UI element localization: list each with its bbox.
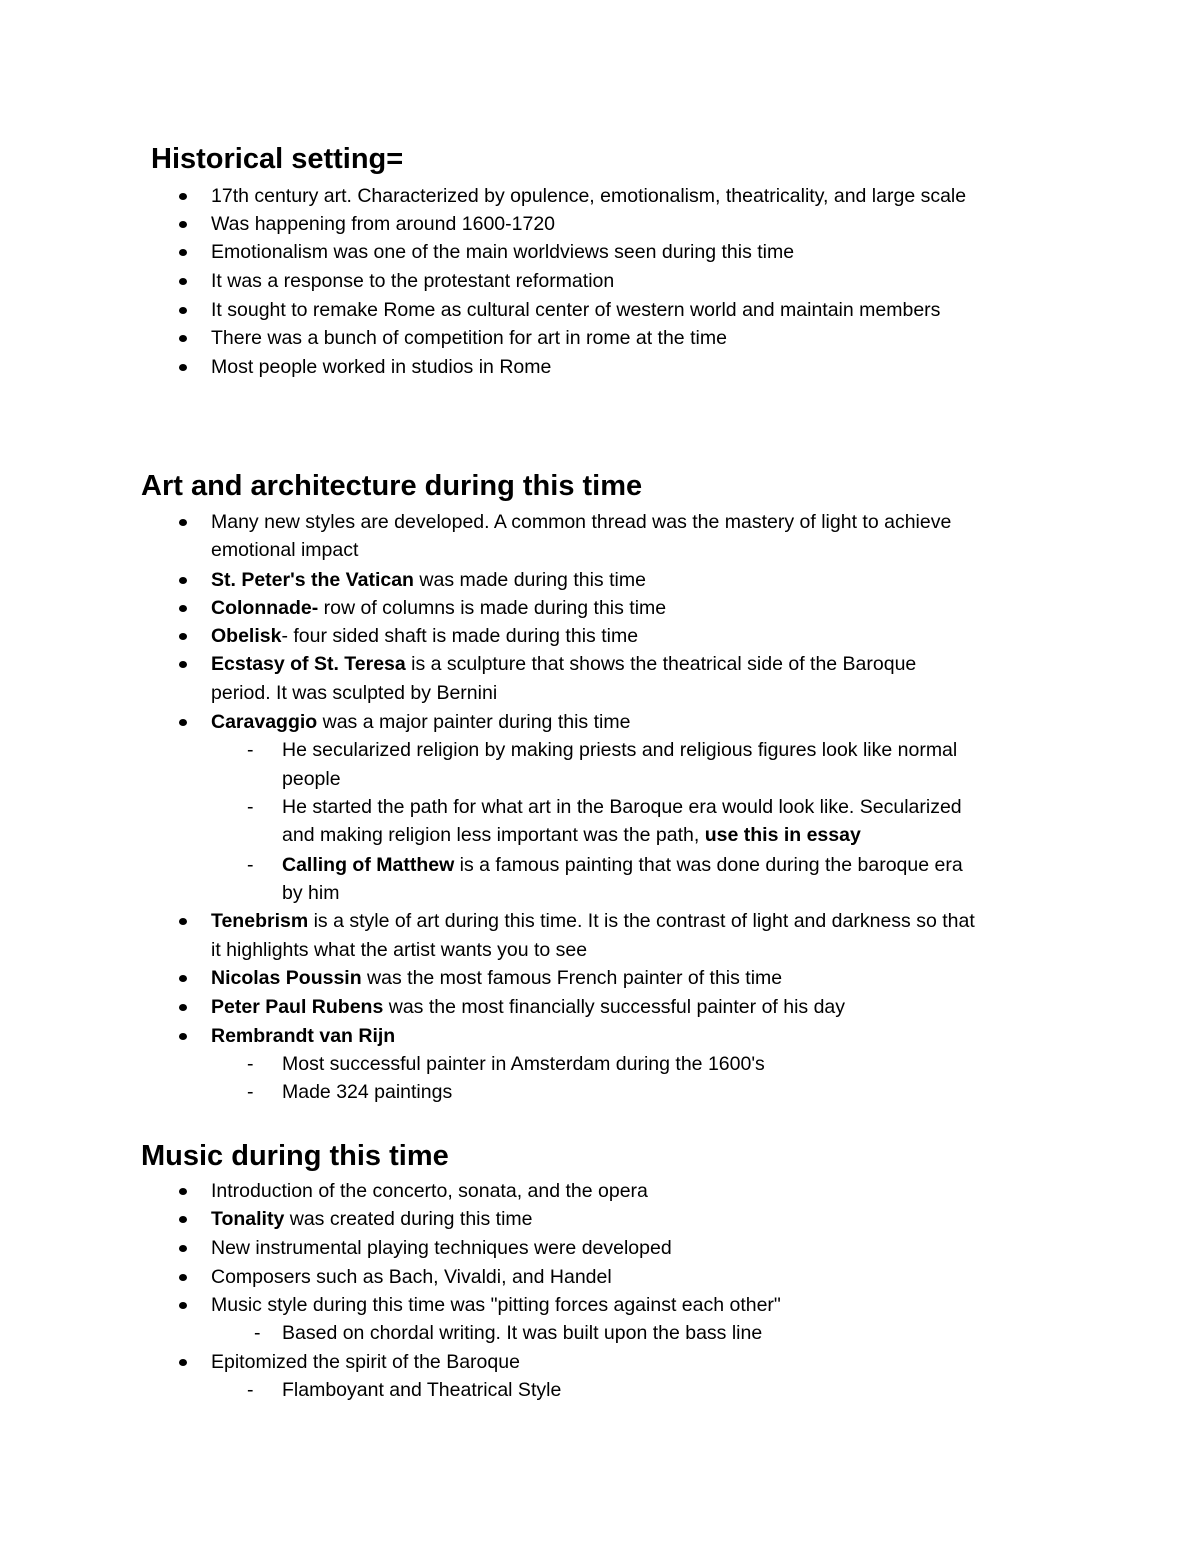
sub-list-item: He started the path for what art in the Baroque era would look like. Secularized [282, 796, 962, 818]
sub-list-item [282, 851, 963, 879]
bullet-icon [179, 221, 187, 228]
dash-marker: - [247, 854, 254, 876]
item-text: was a major painter during this time [317, 711, 631, 733]
list-item [211, 907, 975, 935]
bullet-icon [179, 661, 187, 668]
list-item [211, 964, 782, 992]
bold-term: Calling of Matthew [282, 854, 455, 876]
list-item: Introduction of the concerto, sonata, and the opera [211, 1180, 648, 1202]
bold-term: Ecstasy of St. Teresa [211, 653, 406, 675]
list-item [211, 708, 630, 736]
list-item [211, 622, 638, 650]
list-item: It sought to remake Rome as cultural center of western world and maintain members [211, 299, 941, 321]
bullet-icon [179, 1216, 187, 1223]
list-item: Composers such as Bach, Vivaldi, and Handel [211, 1266, 612, 1288]
item-text: was the most famous French painter of this time [361, 967, 783, 989]
section-heading-music: Music during this time [141, 1140, 449, 1172]
list-item [211, 594, 666, 622]
item-text: is a style of art during this time. It is the contrast of light and darkness so that [308, 910, 975, 932]
bullet-icon [179, 278, 187, 285]
dash-marker: - [247, 796, 254, 818]
bullet-icon [179, 633, 187, 640]
sub-list-item: Most successful painter in Amsterdam during the 1600's [282, 1053, 765, 1075]
bold-term: St. Peter's the Vatican [211, 569, 414, 591]
bullet-icon [179, 307, 187, 314]
item-text: and making religion less important was the path, [282, 824, 705, 846]
bullet-icon [179, 335, 187, 342]
item-text: - four sided shaft is made during this time [281, 625, 639, 647]
list-item-continuation: emotional impact [211, 539, 359, 561]
list-item: Epitomized the spirit of the Baroque [211, 1351, 520, 1373]
bullet-icon [179, 1302, 187, 1309]
bullet-icon [179, 1245, 187, 1252]
list-item: New instrumental playing techniques were developed [211, 1237, 672, 1259]
list-item: It was a response to the protestant reformation [211, 270, 615, 292]
bold-term: Colonnade- [211, 597, 319, 619]
bullet-icon [179, 1033, 187, 1040]
bullet-icon [179, 1359, 187, 1366]
bullet-icon [179, 918, 187, 925]
bullet-icon [179, 1188, 187, 1195]
dash-marker: - [247, 739, 254, 761]
sub-list-item-continuation: people [282, 768, 341, 790]
bullet-icon [179, 975, 187, 982]
list-item [211, 650, 916, 678]
item-text: was the most financially successful painter of his day [383, 996, 846, 1018]
sub-list-item-continuation: by him [282, 882, 340, 904]
bold-term: Tenebrism [211, 910, 309, 932]
item-text: was created during this time [284, 1208, 533, 1230]
bold-term: Tonality [211, 1208, 285, 1230]
bullet-icon [179, 719, 187, 726]
list-item: Most people worked in studios in Rome [211, 356, 552, 378]
section-heading-historical-setting: Historical setting= [151, 143, 404, 175]
sub-list-item: Based on chordal writing. It was built upon the bass line [282, 1322, 763, 1344]
sub-list-item: Flamboyant and Theatrical Style [282, 1379, 562, 1401]
bullet-icon [179, 249, 187, 256]
list-item: There was a bunch of competition for art in rome at the time [211, 327, 727, 349]
item-text: row of columns is made during this time [318, 597, 667, 619]
bold-term: Caravaggio [211, 711, 318, 733]
list-item: 17th century art. Characterized by opulence, emotionalism, theatricality, and large scale [211, 185, 967, 207]
sub-list-item: He secularized religion by making priests and religious figures look like normal [282, 739, 958, 761]
list-item: Music style during this time was "pitting forces against each other" [211, 1294, 781, 1316]
bullet-icon [179, 605, 187, 612]
item-text: is a sculpture that shows the theatrical side of the Baroque [405, 653, 917, 675]
list-item: Was happening from around 1600-1720 [211, 213, 556, 235]
dash-marker: - [254, 1322, 261, 1344]
list-item-continuation: it highlights what the artist wants you to see [211, 939, 588, 961]
list-item [211, 566, 646, 594]
item-text: was made during this time [413, 569, 646, 591]
bullet-icon [179, 577, 187, 584]
list-item-continuation: period. It was sculpted by Bernini [211, 682, 498, 704]
bold-term: Obelisk [211, 625, 282, 647]
list-item: Rembrandt van Rijn [211, 1025, 396, 1047]
list-item [211, 993, 845, 1021]
section-heading-art-architecture: Art and architecture during this time [141, 470, 643, 502]
dash-marker: - [247, 1081, 254, 1103]
dash-marker: - [247, 1053, 254, 1075]
bullet-icon [179, 193, 187, 200]
bullet-icon [179, 1004, 187, 1011]
list-item [211, 1205, 533, 1233]
sub-list-item: Made 324 paintings [282, 1081, 453, 1103]
list-item: Many new styles are developed. A common thread was the mastery of light to achieve [211, 511, 952, 533]
bold-term: use this in essay [704, 824, 861, 846]
bullet-icon [179, 364, 187, 371]
bold-term: Nicolas Poussin [211, 967, 362, 989]
bullet-icon [179, 1274, 187, 1281]
item-text: is a famous painting that was done during the baroque era [454, 854, 963, 876]
dash-marker: - [247, 1379, 254, 1401]
list-item: Emotionalism was one of the main worldviews seen during this time [211, 241, 795, 263]
bold-term: Peter Paul Rubens [211, 996, 384, 1018]
bullet-icon [179, 519, 187, 526]
sub-list-item-continuation [282, 821, 861, 849]
